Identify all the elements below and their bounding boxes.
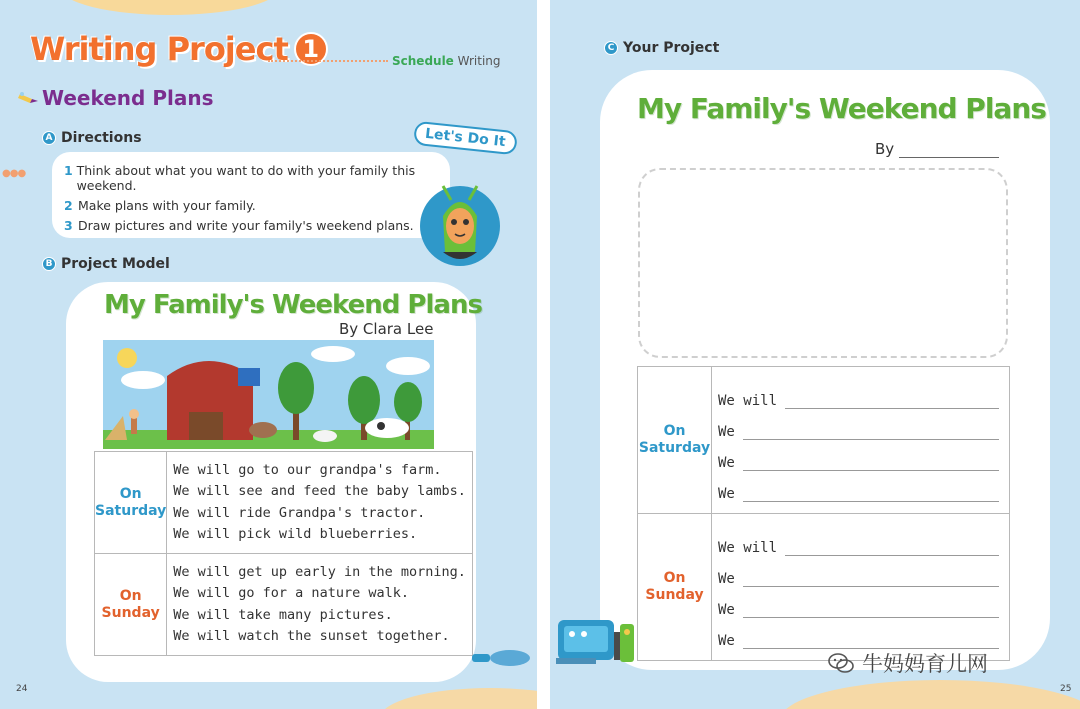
fill-row[interactable] [718, 409, 1003, 440]
writing-line[interactable] [743, 457, 999, 471]
direction-item [64, 218, 438, 233]
plan-line: We will get up early in the morning. [173, 563, 466, 580]
lesson-title [18, 86, 213, 110]
writing-line[interactable] [743, 488, 999, 502]
directions-heading [42, 130, 142, 146]
by-label: By [875, 140, 895, 158]
project-model-heading [42, 256, 170, 272]
day-label: On [663, 423, 686, 439]
prompt-text: We [718, 602, 735, 618]
sunday-plans [167, 554, 473, 656]
side-dots: ●●● [2, 168, 26, 179]
your-project-label: Your Project [623, 40, 720, 56]
page-number: 24 [16, 684, 28, 694]
project-model-label: Project Model [61, 256, 170, 272]
day-label: On [119, 587, 142, 604]
table-row [638, 367, 1010, 514]
table-row [95, 452, 473, 554]
prompt-text: We [718, 571, 735, 587]
saturday-cell [95, 452, 167, 554]
prompt-text: We [718, 486, 735, 502]
sunday-cell [638, 514, 712, 661]
by-line-row [875, 140, 999, 158]
day-label: On [663, 570, 686, 586]
schedule-word: Schedule [392, 54, 454, 68]
page-number: 25 [1060, 684, 1072, 694]
day-label: On [119, 485, 142, 502]
watermark-text: 牛妈妈育儿网 [862, 652, 988, 676]
watermark [828, 648, 988, 678]
project-number-badge: 1 [294, 32, 328, 66]
table-row [95, 554, 473, 656]
writing-line[interactable] [743, 635, 999, 649]
wechat-icon [828, 652, 854, 674]
directions-box [52, 152, 450, 238]
mascot-character-icon [413, 182, 507, 266]
direction-text: Make plans with your family. [78, 198, 256, 213]
project-title-text: Writing Project [30, 30, 288, 68]
writing-word: Writing [457, 54, 501, 68]
left-page [0, 0, 537, 709]
robot-machine-icon [556, 612, 638, 668]
plan-line: We will ride Grandpa's tractor. [173, 504, 426, 521]
model-plan-table [94, 451, 473, 656]
plan-line: We will take many pictures. [173, 606, 393, 623]
lets-do-it-badge: Let's Do It [413, 121, 518, 156]
writing-line[interactable] [785, 542, 999, 556]
day-label: Sunday [101, 604, 160, 621]
direction-number: 3 [64, 218, 73, 233]
right-page [550, 0, 1080, 709]
bottom-decoration [380, 688, 537, 709]
direction-text: Think about what you want to do with your family this weekend. [76, 163, 416, 193]
farm-illustration [103, 340, 434, 449]
writing-line[interactable] [743, 426, 999, 440]
drawing-area[interactable] [638, 168, 1008, 358]
saturday-plans [167, 452, 473, 554]
prompt-text: We [718, 455, 735, 471]
plan-line: We will go for a nature walk. [173, 585, 409, 601]
prompt-text: We [718, 424, 735, 440]
project-title [30, 30, 328, 68]
plan-line: We will watch the sunset together. [173, 628, 450, 644]
direction-item [64, 163, 438, 193]
day-label: Saturday [95, 502, 167, 519]
author-blank[interactable] [899, 144, 999, 158]
saturday-blanks [712, 367, 1010, 514]
writing-line[interactable] [743, 573, 999, 587]
section-badge-a: A [42, 131, 56, 145]
plan-line: We will go to our grandpa's farm. [173, 461, 442, 478]
direction-number: 2 [64, 198, 73, 213]
your-plan-table [637, 366, 1010, 661]
direction-number: 1 [64, 163, 73, 178]
sunday-blanks [712, 514, 1010, 661]
section-badge-c: C [604, 41, 618, 55]
prompt-text: We [718, 633, 735, 649]
prompt-text: We will [718, 393, 778, 409]
schedule-label [392, 54, 501, 68]
day-label: Sunday [645, 587, 704, 603]
pencil-icon [18, 91, 40, 105]
fill-row[interactable] [718, 378, 1003, 409]
fill-row[interactable] [718, 471, 1003, 502]
prompt-text: We will [718, 540, 778, 556]
section-badge-b: B [42, 257, 56, 271]
fill-row[interactable] [718, 618, 1003, 649]
your-project-heading [604, 40, 719, 56]
dotted-divider [268, 60, 388, 62]
fill-row[interactable] [718, 440, 1003, 471]
fill-row[interactable] [718, 525, 1003, 556]
plan-line: We will see and feed the baby lambs. [173, 483, 466, 499]
your-project-title: My Family's Weekend Plans [637, 92, 1046, 125]
table-row [638, 514, 1010, 661]
bottom-decoration [780, 680, 1080, 709]
direction-text: Draw pictures and write your family's weekend plans. [78, 218, 414, 233]
saturday-cell [638, 367, 712, 514]
direction-item [64, 198, 438, 213]
fill-row[interactable] [718, 587, 1003, 618]
model-title: My Family's Weekend Plans [104, 290, 482, 320]
model-author: By Clara Lee [339, 320, 434, 338]
fill-row[interactable] [718, 556, 1003, 587]
top-decoration [60, 0, 280, 15]
paint-splash-icon [472, 646, 532, 668]
writing-line[interactable] [743, 604, 999, 618]
writing-line[interactable] [785, 395, 999, 409]
sunday-cell [95, 554, 167, 656]
plan-line: We will pick wild blueberries. [173, 526, 418, 542]
day-label: Saturday [638, 440, 711, 456]
directions-label: Directions [61, 130, 142, 146]
lesson-title-text: Weekend Plans [42, 86, 214, 110]
